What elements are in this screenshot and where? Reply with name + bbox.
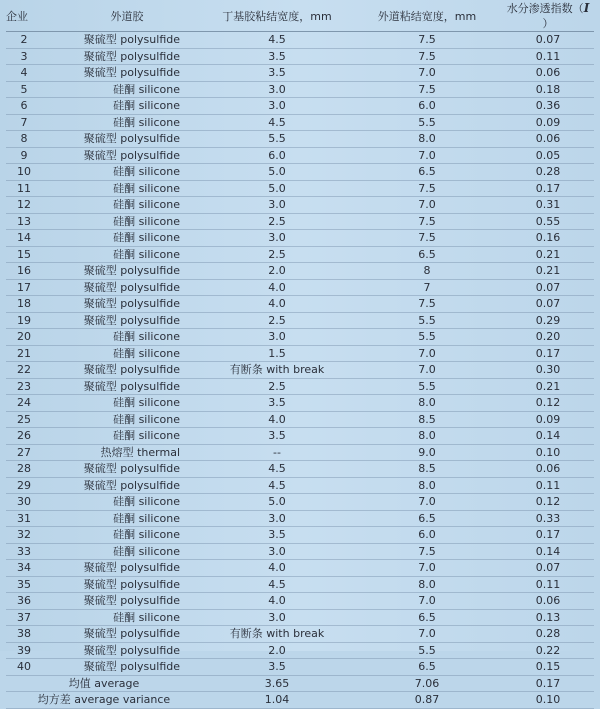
cell-butyl-width: 3.0	[202, 329, 352, 346]
table-row	[6, 48, 594, 65]
table-row	[6, 230, 594, 247]
cell-outer-sealant: 硅酮 silicone	[52, 527, 202, 544]
cell-moisture-index: 0.12	[502, 395, 594, 412]
cell-outer-width: 6.5	[352, 510, 502, 527]
cell-outer-sealant: 硅酮 silicone	[52, 428, 202, 445]
cell-butyl-width: 有断条 with break	[202, 362, 352, 379]
cell-outer-sealant: 聚硫型 polysulfide	[52, 461, 202, 478]
cell-moisture-index: 0.13	[502, 609, 594, 626]
cell-outer-width: 8	[352, 263, 502, 280]
cell-butyl-width: 3.0	[202, 230, 352, 247]
cell-moisture-index: 0.17	[502, 345, 594, 362]
cell-enterprise: 7	[6, 114, 52, 131]
cell-outer-sealant: 硅酮 silicone	[52, 98, 202, 115]
cell-enterprise: 18	[6, 296, 52, 313]
cell-outer-sealant: 聚硫型 polysulfide	[52, 296, 202, 313]
cell-butyl-width: 1.5	[202, 345, 352, 362]
cell-butyl-width: 3.5	[202, 395, 352, 412]
table-row	[6, 378, 594, 395]
cell-outer-sealant: 硅酮 silicone	[52, 180, 202, 197]
cell-outer-sealant: 聚硫型 polysulfide	[52, 279, 202, 296]
table-row	[6, 560, 594, 577]
cell-outer-width: 6.5	[352, 609, 502, 626]
cell-outer-width: 5.5	[352, 642, 502, 659]
cell-butyl-width: 4.0	[202, 560, 352, 577]
cell-outer-sealant: 聚硫型 polysulfide	[52, 65, 202, 82]
cell-moisture-index: 0.07	[502, 560, 594, 577]
cell-outer-width: 7.0	[352, 345, 502, 362]
table-row	[6, 543, 594, 560]
table-row	[6, 626, 594, 643]
table-row	[6, 494, 594, 511]
cell-enterprise: 15	[6, 246, 52, 263]
cell-butyl-width: --	[202, 444, 352, 461]
table-row	[6, 263, 594, 280]
cell-outer-sealant: 硅酮 silicone	[52, 395, 202, 412]
cell-butyl-width: 3.0	[202, 81, 352, 98]
cell-moisture-index: 0.21	[502, 378, 594, 395]
cell-enterprise: 32	[6, 527, 52, 544]
summary-label: 均方差 average variance	[6, 692, 202, 709]
cell-moisture-index: 0.06	[502, 131, 594, 148]
table-row	[6, 510, 594, 527]
cell-moisture-index: 0.14	[502, 543, 594, 560]
table-row	[6, 164, 594, 181]
cell-outer-width: 8.0	[352, 477, 502, 494]
cell-butyl-width: 2.0	[202, 263, 352, 280]
cell-outer-width: 7.5	[352, 180, 502, 197]
cell-enterprise: 21	[6, 345, 52, 362]
cell-moisture-index: 0.12	[502, 494, 594, 511]
cell-butyl-width: 4.5	[202, 32, 352, 49]
cell-moisture-index: 0.33	[502, 510, 594, 527]
cell-enterprise: 38	[6, 626, 52, 643]
cell-butyl-width: 4.0	[202, 296, 352, 313]
table-row	[6, 642, 594, 659]
cell-enterprise: 19	[6, 312, 52, 329]
cell-outer-sealant: 聚硫型 polysulfide	[52, 576, 202, 593]
cell-moisture-index: 0.05	[502, 147, 594, 164]
cell-butyl-width: 2.5	[202, 378, 352, 395]
cell-outer-sealant: 硅酮 silicone	[52, 164, 202, 181]
moisture-penetration-table	[6, 1, 594, 709]
table-row	[6, 362, 594, 379]
table-row	[6, 114, 594, 131]
header-butyl-width: 丁基胶粘结宽度，mm	[202, 1, 352, 32]
cell-butyl-width: 3.5	[202, 428, 352, 445]
cell-outer-width: 7.5	[352, 230, 502, 247]
cell-moisture-index: 0.07	[502, 296, 594, 313]
cell-outer-sealant: 聚硫型 polysulfide	[52, 48, 202, 65]
cell-butyl-width: 3.0	[202, 98, 352, 115]
table-row	[6, 32, 594, 49]
table-row	[6, 312, 594, 329]
cell-enterprise: 39	[6, 642, 52, 659]
cell-outer-sealant: 聚硫型 polysulfide	[52, 626, 202, 643]
cell-outer-width: 5.5	[352, 329, 502, 346]
cell-moisture-index: 0.11	[502, 48, 594, 65]
cell-moisture-index: 0.29	[502, 312, 594, 329]
cell-outer-width: 7.0	[352, 197, 502, 214]
cell-enterprise: 33	[6, 543, 52, 560]
cell-enterprise: 30	[6, 494, 52, 511]
table-row	[6, 461, 594, 478]
summary-butyl-width: 3.65	[202, 675, 352, 692]
table-row	[6, 296, 594, 313]
cell-moisture-index: 0.06	[502, 461, 594, 478]
cell-outer-sealant: 硅酮 silicone	[52, 197, 202, 214]
cell-enterprise: 22	[6, 362, 52, 379]
cell-enterprise: 25	[6, 411, 52, 428]
table-row	[6, 131, 594, 148]
cell-outer-width: 8.0	[352, 576, 502, 593]
cell-outer-sealant: 聚硫型 polysulfide	[52, 560, 202, 577]
cell-enterprise: 3	[6, 48, 52, 65]
cell-outer-sealant: 聚硫型 polysulfide	[52, 593, 202, 610]
cell-moisture-index: 0.09	[502, 411, 594, 428]
cell-butyl-width: 3.0	[202, 197, 352, 214]
cell-moisture-index: 0.14	[502, 428, 594, 445]
cell-outer-width: 7.0	[352, 593, 502, 610]
cell-outer-sealant: 硅酮 silicone	[52, 510, 202, 527]
cell-outer-sealant: 硅酮 silicone	[52, 411, 202, 428]
cell-enterprise: 29	[6, 477, 52, 494]
header-outer-width: 外道粘结宽度，mm	[352, 1, 502, 32]
cell-enterprise: 9	[6, 147, 52, 164]
cell-outer-sealant: 硅酮 silicone	[52, 329, 202, 346]
cell-outer-sealant: 硅酮 silicone	[52, 81, 202, 98]
table-row	[6, 98, 594, 115]
table-row	[6, 428, 594, 445]
cell-enterprise: 28	[6, 461, 52, 478]
cell-outer-width: 7.5	[352, 543, 502, 560]
cell-outer-sealant: 聚硫型 polysulfide	[52, 378, 202, 395]
cell-enterprise: 23	[6, 378, 52, 395]
cell-moisture-index: 0.07	[502, 279, 594, 296]
cell-enterprise: 6	[6, 98, 52, 115]
summary-outer-width: 7.06	[352, 675, 502, 692]
cell-outer-width: 6.0	[352, 98, 502, 115]
table-row	[6, 477, 594, 494]
cell-butyl-width: 3.0	[202, 543, 352, 560]
table-row	[6, 395, 594, 412]
summary-label: 均值 average	[6, 675, 202, 692]
cell-moisture-index: 0.09	[502, 114, 594, 131]
header-enterprise: 企业	[6, 1, 52, 32]
cell-moisture-index: 0.17	[502, 180, 594, 197]
cell-outer-width: 8.0	[352, 395, 502, 412]
cell-butyl-width: 4.5	[202, 477, 352, 494]
cell-butyl-width: 4.0	[202, 279, 352, 296]
cell-outer-sealant: 硅酮 silicone	[52, 494, 202, 511]
table-row	[6, 411, 594, 428]
cell-outer-width: 9.0	[352, 444, 502, 461]
header-moisture-index-symbol: I	[583, 1, 590, 15]
summary-row	[6, 675, 594, 692]
cell-butyl-width: 5.0	[202, 164, 352, 181]
cell-outer-width: 7.0	[352, 65, 502, 82]
cell-outer-sealant: 聚硫型 polysulfide	[52, 312, 202, 329]
cell-moisture-index: 0.28	[502, 626, 594, 643]
cell-butyl-width: 有断条 with break	[202, 626, 352, 643]
cell-moisture-index: 0.21	[502, 263, 594, 280]
cell-outer-sealant: 硅酮 silicone	[52, 345, 202, 362]
cell-moisture-index: 0.22	[502, 642, 594, 659]
cell-moisture-index: 0.30	[502, 362, 594, 379]
summary-row	[6, 692, 594, 709]
cell-enterprise: 2	[6, 32, 52, 49]
table-row	[6, 593, 594, 610]
cell-butyl-width: 2.5	[202, 246, 352, 263]
cell-moisture-index: 0.06	[502, 593, 594, 610]
cell-enterprise: 11	[6, 180, 52, 197]
cell-outer-width: 7.5	[352, 296, 502, 313]
cell-outer-sealant: 聚硫型 polysulfide	[52, 659, 202, 676]
cell-outer-sealant: 聚硫型 polysulfide	[52, 263, 202, 280]
header-moisture-index-prefix: 水分渗透指数（	[506, 2, 584, 15]
cell-moisture-index: 0.07	[502, 32, 594, 49]
cell-butyl-width: 3.5	[202, 527, 352, 544]
cell-enterprise: 31	[6, 510, 52, 527]
cell-moisture-index: 0.21	[502, 246, 594, 263]
cell-butyl-width: 6.0	[202, 147, 352, 164]
cell-butyl-width: 4.5	[202, 461, 352, 478]
cell-outer-sealant: 聚硫型 polysulfide	[52, 477, 202, 494]
cell-outer-width: 7.0	[352, 362, 502, 379]
cell-outer-width: 6.5	[352, 659, 502, 676]
cell-outer-width: 7.5	[352, 32, 502, 49]
cell-outer-width: 5.5	[352, 378, 502, 395]
table-row	[6, 609, 594, 626]
cell-outer-sealant: 硅酮 silicone	[52, 246, 202, 263]
cell-butyl-width: 4.0	[202, 411, 352, 428]
header-moisture-index	[502, 1, 594, 32]
cell-moisture-index: 0.55	[502, 213, 594, 230]
table-row	[6, 246, 594, 263]
cell-butyl-width: 5.0	[202, 494, 352, 511]
table-row	[6, 197, 594, 214]
table-row	[6, 81, 594, 98]
cell-moisture-index: 0.28	[502, 164, 594, 181]
cell-outer-width: 8.0	[352, 428, 502, 445]
cell-outer-width: 7.0	[352, 494, 502, 511]
cell-enterprise: 14	[6, 230, 52, 247]
cell-enterprise: 16	[6, 263, 52, 280]
table-row	[6, 180, 594, 197]
cell-moisture-index: 0.17	[502, 527, 594, 544]
table-row	[6, 659, 594, 676]
cell-moisture-index: 0.10	[502, 444, 594, 461]
cell-outer-sealant: 热熔型 thermal	[52, 444, 202, 461]
cell-outer-width: 8.5	[352, 411, 502, 428]
cell-moisture-index: 0.20	[502, 329, 594, 346]
cell-outer-width: 5.5	[352, 114, 502, 131]
cell-enterprise: 20	[6, 329, 52, 346]
cell-outer-width: 6.5	[352, 164, 502, 181]
cell-outer-sealant: 聚硫型 polysulfide	[52, 32, 202, 49]
header-row	[6, 1, 594, 32]
cell-enterprise: 36	[6, 593, 52, 610]
header-moisture-index-suffix: ）	[542, 17, 554, 30]
cell-enterprise: 27	[6, 444, 52, 461]
cell-enterprise: 34	[6, 560, 52, 577]
cell-butyl-width: 2.5	[202, 312, 352, 329]
cell-butyl-width: 3.5	[202, 65, 352, 82]
cell-butyl-width: 3.5	[202, 659, 352, 676]
cell-enterprise: 17	[6, 279, 52, 296]
cell-outer-width: 7.0	[352, 147, 502, 164]
cell-butyl-width: 2.0	[202, 642, 352, 659]
cell-moisture-index: 0.11	[502, 477, 594, 494]
cell-butyl-width: 3.0	[202, 510, 352, 527]
cell-butyl-width: 5.0	[202, 180, 352, 197]
table-row	[6, 65, 594, 82]
summary-outer-width: 0.87	[352, 692, 502, 709]
cell-moisture-index: 0.16	[502, 230, 594, 247]
cell-moisture-index: 0.15	[502, 659, 594, 676]
cell-enterprise: 26	[6, 428, 52, 445]
table-row	[6, 213, 594, 230]
cell-outer-sealant: 硅酮 silicone	[52, 213, 202, 230]
table-row	[6, 576, 594, 593]
cell-enterprise: 37	[6, 609, 52, 626]
cell-outer-sealant: 聚硫型 polysulfide	[52, 642, 202, 659]
table-row	[6, 345, 594, 362]
cell-outer-width: 7.5	[352, 81, 502, 98]
cell-outer-sealant: 聚硫型 polysulfide	[52, 147, 202, 164]
cell-moisture-index: 0.31	[502, 197, 594, 214]
cell-outer-width: 6.5	[352, 246, 502, 263]
cell-outer-width: 7.0	[352, 626, 502, 643]
cell-enterprise: 10	[6, 164, 52, 181]
cell-moisture-index: 0.11	[502, 576, 594, 593]
cell-outer-sealant: 硅酮 silicone	[52, 609, 202, 626]
cell-outer-width: 7.5	[352, 48, 502, 65]
summary-butyl-width: 1.04	[202, 692, 352, 709]
cell-butyl-width: 3.5	[202, 48, 352, 65]
cell-outer-width: 7	[352, 279, 502, 296]
cell-enterprise: 8	[6, 131, 52, 148]
cell-outer-sealant: 硅酮 silicone	[52, 114, 202, 131]
cell-outer-sealant: 硅酮 silicone	[52, 543, 202, 560]
cell-butyl-width: 3.0	[202, 609, 352, 626]
cell-outer-sealant: 聚硫型 polysulfide	[52, 362, 202, 379]
cell-moisture-index: 0.18	[502, 81, 594, 98]
table-row	[6, 279, 594, 296]
cell-outer-width: 8.0	[352, 131, 502, 148]
table-row	[6, 527, 594, 544]
cell-enterprise: 24	[6, 395, 52, 412]
table-body	[6, 32, 594, 709]
cell-outer-sealant: 聚硫型 polysulfide	[52, 131, 202, 148]
table-row	[6, 329, 594, 346]
cell-moisture-index: 0.36	[502, 98, 594, 115]
table-row	[6, 444, 594, 461]
cell-enterprise: 40	[6, 659, 52, 676]
cell-enterprise: 35	[6, 576, 52, 593]
cell-outer-width: 7.5	[352, 213, 502, 230]
cell-enterprise: 4	[6, 65, 52, 82]
cell-outer-width: 8.5	[352, 461, 502, 478]
cell-butyl-width: 4.5	[202, 576, 352, 593]
cell-butyl-width: 4.0	[202, 593, 352, 610]
cell-outer-width: 6.0	[352, 527, 502, 544]
cell-outer-sealant: 硅酮 silicone	[52, 230, 202, 247]
cell-butyl-width: 4.5	[202, 114, 352, 131]
cell-butyl-width: 2.5	[202, 213, 352, 230]
cell-outer-width: 5.5	[352, 312, 502, 329]
header-outer-sealant: 外道胶	[52, 1, 202, 32]
table-row	[6, 147, 594, 164]
summary-moisture-index: 0.10	[502, 692, 594, 709]
cell-enterprise: 13	[6, 213, 52, 230]
cell-enterprise: 12	[6, 197, 52, 214]
cell-outer-width: 7.0	[352, 560, 502, 577]
table-header	[6, 1, 594, 32]
cell-enterprise: 5	[6, 81, 52, 98]
cell-moisture-index: 0.06	[502, 65, 594, 82]
summary-moisture-index: 0.17	[502, 675, 594, 692]
cell-butyl-width: 5.5	[202, 131, 352, 148]
